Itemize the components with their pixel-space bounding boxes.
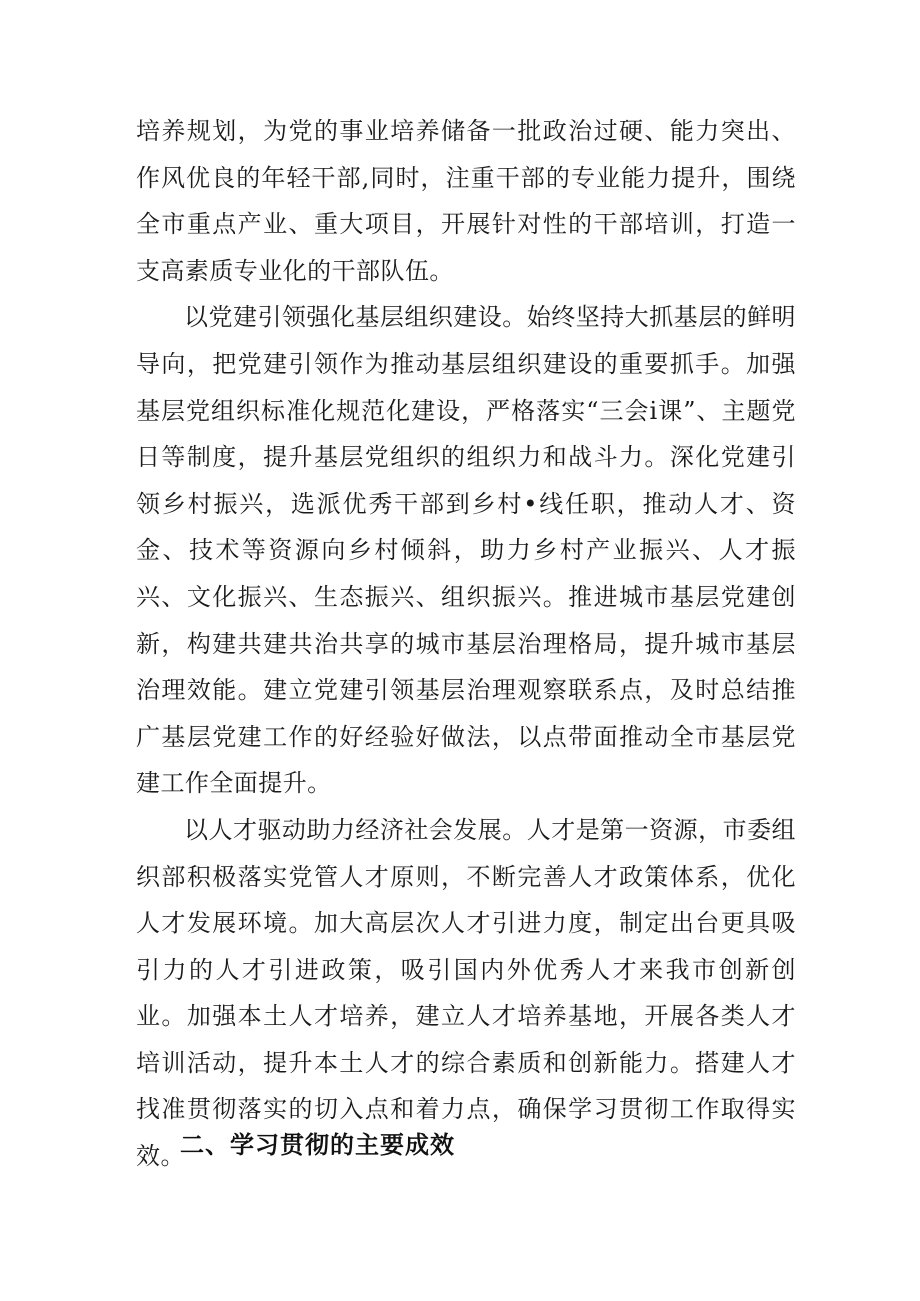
paragraph-talent-development: 以人才驱动助力经济社会发展。人才是第一资源，市委组织部积极落实党管人才原则，不断完善人才政策体系，优化人才发展环境。加大高层次人才引进力度，制定出台更具吸引力的人才引进政策，吸引国内外优秀人才来我市创新创业。加强本土人才培养，建立人才培养基地，开展各类人才培训活动，提升本土人才的综合素质和创新能力。搭建人才找准贯彻落实的切入点和着力点，确保学习贯彻工作取得实效。 [136,815,796,1171]
paragraph-grassroots-organization: 以党建引领强化基层组织建设。始终坚持大抓基层的鲜明导向，把党建引领作为推动基层组织建设的重要抓手。加强基层党组织标准化规范化建设，严格落实“三会i课”、主题党日等制度，提升基层党组织的组织力和战斗力。深化党建引领乡村振兴，选派优秀干部到乡村•线任职，推动人才、资金、技术等资源向乡村倾斜，助力乡村产业振兴、人才振兴、文化振兴、生态振兴、组织振兴。推进城市基层党建创新，构建共建共治共享的城市基层治理格局，提升城市基层治理效能。建立党建引领基层治理观察联系点，及时总结推广基层党建工作的好经验好做法，以点带面推动全市基层党建工作全面提升。 [136,303,796,798]
paragraph-cadre-training: 培养规划，为党的事业培养储备一批政治过硬、能力突出、作风优良的年轻干部,同时，注重干部的专业能力提升，围绕全市重点产业、重大项目，开展针对性的干部培训，打造一支高素质专业化的干部队伍。 [136,117,796,285]
document-body [136,108,796,1180]
section-heading: 二、学习贯彻的主要成效 [180,1131,455,1159]
